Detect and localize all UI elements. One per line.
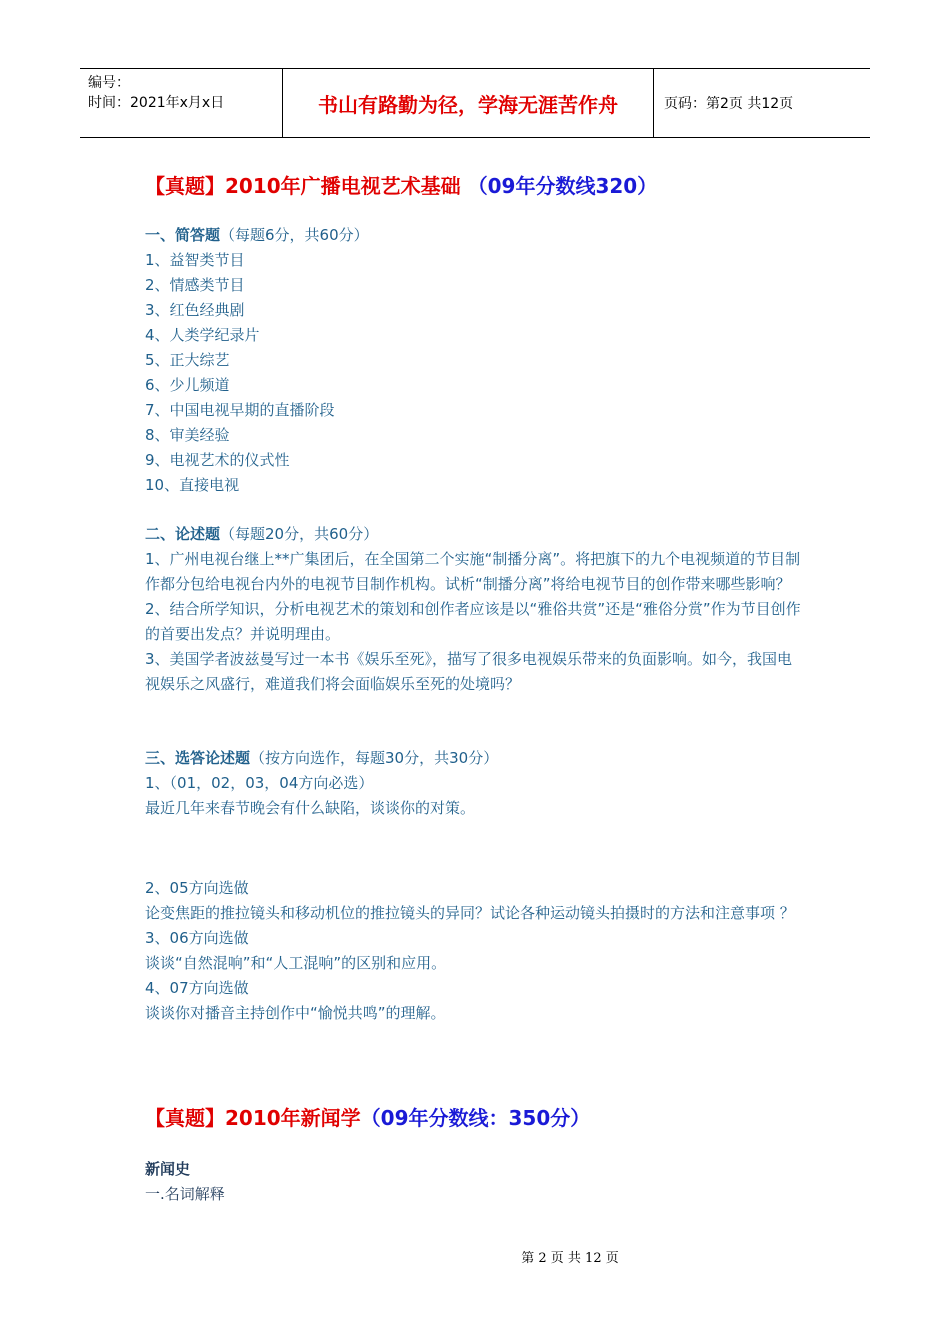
list-item: 4、人类学纪录片 [145,326,260,344]
exam-title-1-main: 【真题】2010年广播电视艺术基础 [145,174,461,198]
list-item: 1、益智类节目 [145,251,245,269]
list-item: 9、电视艺术的仪式性 [145,451,290,469]
page-label: 页码：第2页 共12页 [664,96,794,112]
page-footer: 第 2 页 共 12 页 [521,1251,619,1266]
section-2-title: 二、论述题 [145,525,221,543]
page-header [80,68,870,138]
list-item: 3、红色经典剧 [145,301,245,319]
section-2-note: （每题20分，共60分） [220,525,379,543]
news-subheading: 一.名词解释 [145,1185,225,1203]
exam-title-2-main: 【真题】2010年新闻学 [145,1106,361,1130]
section-3-note: （按方向选作，每题30分，共30分） [250,749,499,767]
question-4-text: 谈谈你对播音主持创作中“愉悦共鸣”的理解。 [145,1004,446,1022]
list-item: 2、结合所学知识，分析电视艺术的策划和创作者应该是以“雅俗共赏”还是“雅俗分赏”作为节目创作的首要出发点？并说明理由。 [145,600,801,643]
list-item: 5、正大综艺 [145,351,230,369]
question-3-text: 谈谈“自然混响”和“人工混响”的区别和应用。 [145,954,447,972]
exam-title-1-score: （09年分数线320） [467,174,658,198]
section-1-heading [145,223,805,248]
question-1-text: 最近几年来春节晚会有什么缺陷，谈谈你的对策。 [145,799,476,817]
exam-title-2-score: （09年分数线：350分） [360,1106,591,1130]
section-news [145,1157,805,1207]
list-item: 10、直接电视 [145,476,240,494]
time-label: 时间：2021年x月x日 [88,95,225,111]
section-1-title: 一、简答题 [145,226,221,244]
number-label: 编号： [88,75,130,91]
section-optional-essay-cont [145,876,805,1026]
exam-title-2 [145,1102,590,1131]
question-1-label: 1、（01，02，03，04方向必选） [145,774,374,792]
section-3-title: 三、选答论述题 [145,749,251,767]
list-item: 1、广州电视台继上**广集团后，在全国第二个实施“制播分离”。将把旗下的九个电视频道的节目制作都分包给电视台内外的电视节目制作机构。试析“制播分离”将给电视节目的创作带来哪些影响？ [145,550,801,593]
section-3-heading [145,746,805,771]
question-3-label: 3、06方向选做 [145,929,249,947]
section-1-note: （每题6分，共60分） [220,226,369,244]
question-4-label: 4、07方向选做 [145,979,249,997]
section-short-answer [145,223,805,498]
list-item: 3、美国学者波兹曼写过一本书《娱乐至死》，描写了很多电视娱乐带来的负面影响。如今，我国电视娱乐之风盛行，难道我们将会面临娱乐至死的处境吗？ [145,650,793,693]
question-2-text: 论变焦距的推拉镜头和移动机位的推拉镜头的异同？试论各种运动镜头拍摄时的方法和注意事项 ？ [145,904,795,922]
exam-title-1 [145,170,657,199]
list-item: 8、审美经验 [145,426,230,444]
news-heading: 新闻史 [145,1160,191,1178]
section-2-heading [145,522,805,547]
question-2-label: 2、05方向选做 [145,879,249,897]
list-item: 6、少儿频道 [145,376,230,394]
motto: 书山有路勤为径，学海无涯苦作舟 [282,69,654,137]
list-item: 2、情感类节目 [145,276,245,294]
section-optional-essay [145,746,805,821]
list-item: 7、中国电视早期的直播阶段 [145,401,335,419]
header-left-cell [80,69,282,137]
section-essay [145,522,805,697]
